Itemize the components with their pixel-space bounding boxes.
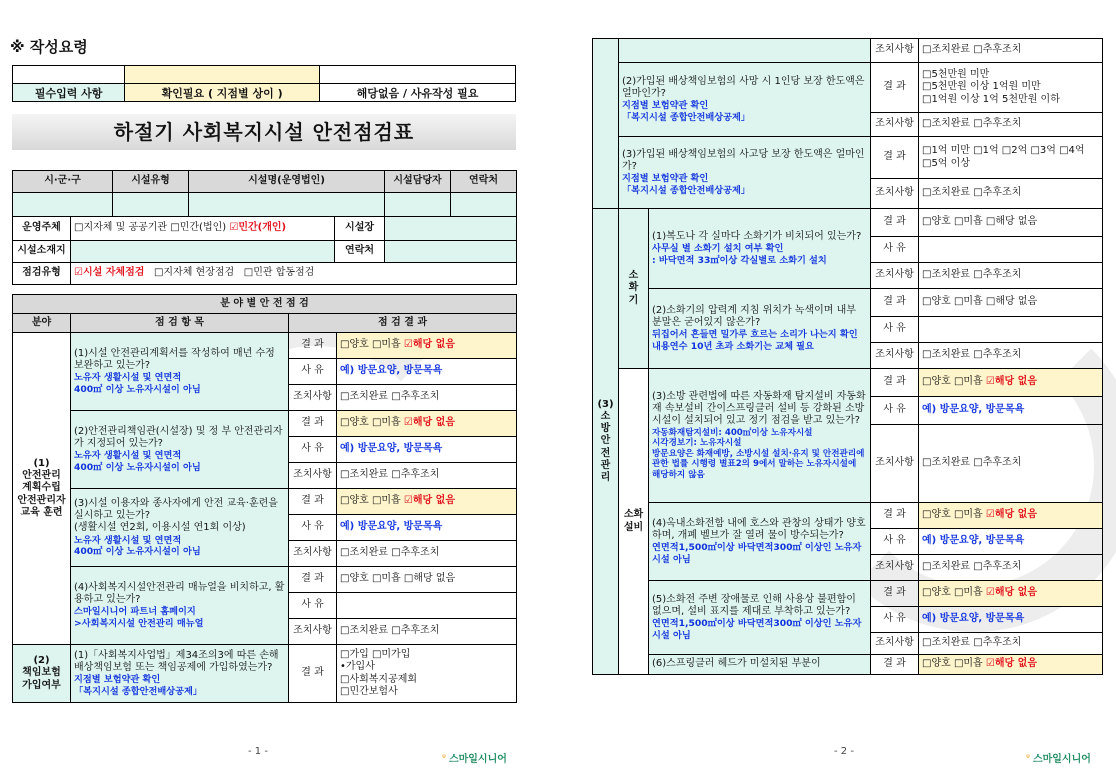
action-label: 조치사항 <box>289 541 337 567</box>
category-2-cont <box>593 39 619 209</box>
result-label: 결 과 <box>289 567 337 593</box>
page-1 <box>0 0 540 775</box>
check-item-3-3 <box>649 369 871 503</box>
operator-opt-corp[interactable]: □민간(법인) <box>170 222 227 234</box>
action-options-1-4[interactable]: □조치완료 □추후조치 <box>337 619 517 645</box>
action-label: 조치사항 <box>871 555 919 581</box>
reason-1-2[interactable]: 예) 방문요양, 방문목욕 <box>337 437 517 463</box>
action-options-1-2[interactable]: □조치완료 □추후조치 <box>337 463 517 489</box>
item-note: 연면적1,500㎡이상 바닥면적300㎡ 이상인 노유자시설 아님 <box>652 542 862 565</box>
reason-label: 사 유 <box>871 237 919 263</box>
reason-3-1[interactable] <box>919 237 1103 263</box>
result-label: 결 과 <box>289 333 337 359</box>
action-options-3-2[interactable]: □조치완료 □추후조치 <box>919 343 1103 369</box>
item-question: (3)소방 관련법에 따른 자동화재 탐지설비 자동화재 속보설비 간이스프링클러 설비 등 강화된 소방시설이 설치되어 있고 정기 점검을 받고 있는가? <box>652 391 866 427</box>
operator-opt-public[interactable]: □지자체 및 공공기관 <box>74 222 168 234</box>
check-item-cont <box>619 39 871 63</box>
result-options-1-2[interactable]: □양호 □미흡 ☑해당 없음 <box>337 411 517 437</box>
input-address[interactable] <box>71 241 335 263</box>
director-label: 시설장 <box>335 217 385 241</box>
result-options-2-2[interactable]: □5천만원 미만 □5천만원 이상 1억원 미만 □1억원 이상 1억 5천만원 이하 <box>919 63 1103 113</box>
col-result: 점 검 결 과 <box>289 314 517 333</box>
type-options[interactable] <box>71 263 517 285</box>
smile-icon: ᐡ <box>442 754 446 765</box>
result-label: 결 과 <box>871 581 919 607</box>
category-2: (2) 책임보험 가입여부 <box>13 645 71 703</box>
category-3: (3) 소 방 안 전 관 리 <box>593 209 619 675</box>
section-title: ※ 작성요령 <box>10 38 88 56</box>
action-label: 조치사항 <box>871 343 919 369</box>
action-label: 조치사항 <box>289 385 337 411</box>
reason-label: 사 유 <box>289 437 337 463</box>
action-label: 조치사항 <box>871 425 919 503</box>
result-options-1-4[interactable]: □양호 □미흡 □해당 없음 <box>337 567 517 593</box>
check-item-1-1 <box>71 333 289 411</box>
check-item-3-5 <box>649 581 871 655</box>
sub-extinguisher: 소 화 기 <box>619 209 649 369</box>
item-question: (2)가입된 배상책임보험의 사망 시 1인당 보장 한도액은 얼마인가? <box>622 76 865 100</box>
result-options-3-3[interactable]: □양호 □미흡 ☑해당 없음 <box>919 369 1103 397</box>
check-item-1-4 <box>71 567 289 645</box>
result-options-2-3[interactable]: □1억 미만 □1억 □2억 □3억 □4억 □5억 이상 <box>919 137 1103 179</box>
brand-logo: ᐡ 스마일시니어 <box>442 754 507 765</box>
input-facility-name[interactable] <box>189 193 385 217</box>
reason-label: 사 유 <box>289 359 337 385</box>
reason-label: 사 유 <box>871 317 919 343</box>
check-item-2-3 <box>619 137 871 209</box>
field-title: 분 야 별 안 전 점 검 <box>13 295 517 314</box>
action-options-3-5[interactable]: □조치완료 □추후조치 <box>919 633 1103 655</box>
legend-required: 필수입력 사항 <box>13 84 125 102</box>
reason-3-3[interactable]: 예) 방문요양, 방문목욕 <box>919 397 1103 425</box>
item-note: 노유자 생활시설 및 연면적 400㎡ 이상 노유자시설이 아님 <box>74 372 201 395</box>
input-contact-2[interactable] <box>385 241 517 263</box>
item-note: 노유자 생활시설 및 연면적 400㎡ 이상 노유자시설이 아님 <box>74 450 201 473</box>
item-question: (4)사회복지시설안전관리 매뉴얼을 비치하고, 활용하고 있는가? <box>74 582 285 606</box>
result-label: 결 과 <box>871 369 919 397</box>
item-note: 연면적1,500㎡이상 바닥면적300㎡ 이상인 노유자시설 아님 <box>652 618 862 641</box>
operator-label: 운영주체 <box>13 217 71 241</box>
reason-label: 사 유 <box>871 607 919 633</box>
action-options-3-1[interactable]: □조치완료 □추후조치 <box>919 263 1103 289</box>
result-options-3-2[interactable]: □양호 □미흡 □해당 없음 <box>919 289 1103 317</box>
result-options-3-6[interactable]: □양호 □미흡 ☑해당 없음 <box>919 655 1103 675</box>
brand-logo: ᐡ 스마일시니어 <box>1026 754 1091 765</box>
item-note: 지점별 보험약관 확인 「복지시설 종합안전배상공제」 <box>622 100 751 123</box>
item-note: 뒤집어서 흔들면 밀가루 흐르는 소리가 나는지 확인 내용연수 10년 초과 소화기는 교체 필요 <box>652 329 858 352</box>
action-label: 조치사항 <box>289 619 337 645</box>
result-label: 결 과 <box>871 209 919 237</box>
operator-options[interactable] <box>71 217 335 241</box>
result-options-3-5[interactable]: □양호 □미흡 ☑해당 없음 <box>919 581 1103 607</box>
action-label: 조치사항 <box>871 39 919 63</box>
reason-3-2[interactable] <box>919 317 1103 343</box>
check-item-3-1 <box>649 209 871 289</box>
type-opt-joint[interactable]: □민관 합동점검 <box>243 267 315 279</box>
reason-label: 사 유 <box>289 515 337 541</box>
item-note: 자동화재탐지설비: 400㎡이상 노유자시설 시각경보기: 노유자시설 방문요양은 화재예방, 소방시설 설치·유지 및 안전관리에 관한 법률 시행령 별표2의 9에서 말하는 노유자시설에 해당하지 않음 <box>652 427 865 480</box>
page-2 <box>578 0 1116 775</box>
result-options-1-3[interactable]: □양호 □미흡 ☑해당 없음 <box>337 489 517 515</box>
result-label: 결 과 <box>871 63 919 113</box>
reason-3-5[interactable]: 예) 방문요양, 방문목욕 <box>919 607 1103 633</box>
check-item-3-4 <box>649 503 871 581</box>
legend-na: 해당없음 / 사유작성 필요 <box>320 84 516 102</box>
result-options-1-1[interactable]: □양호 □미흡 ☑해당 없음 <box>337 333 517 359</box>
action-options-2-3[interactable]: □조치완료 □추후조치 <box>919 179 1103 209</box>
page-number: - 1 - <box>248 746 268 757</box>
reason-label: 사 유 <box>871 529 919 555</box>
result-label: 결 과 <box>871 137 919 179</box>
item-question: (3)가입된 배상책임보험의 사고당 보장 한도액은 얼마인가? <box>622 149 865 173</box>
check-item-1-3 <box>71 489 289 567</box>
action-label: 조치사항 <box>871 263 919 289</box>
action-options-3-4[interactable]: □조치완료 □추후조치 <box>919 555 1103 581</box>
action-options-1-3[interactable]: □조치완료 □추후조치 <box>337 541 517 567</box>
result-options-2-1[interactable]: □가입 □미가입 •가입사 □사회복지공제회 □민간보험사 <box>337 645 517 703</box>
result-label: 결 과 <box>871 503 919 529</box>
page-number: - 2 - <box>834 746 854 757</box>
col-contact: 연락처 <box>451 171 517 193</box>
sub-fire-equipment: 소화 설비 <box>619 369 649 675</box>
result-label: 결 과 <box>289 489 337 515</box>
action-label: 조치사항 <box>871 633 919 655</box>
smile-icon: ᐡ <box>1026 754 1030 765</box>
input-contact[interactable] <box>451 193 517 217</box>
col-manager: 시설담당자 <box>385 171 451 193</box>
reason-1-3[interactable]: 예) 방문요양, 방문목욕 <box>337 515 517 541</box>
check-item-3-2 <box>649 289 871 369</box>
check-item-1-2 <box>71 411 289 489</box>
main-title: 하절기 사회복지시설 안전점검표 <box>12 114 516 150</box>
result-label: 결 과 <box>289 411 337 437</box>
check-item-2-1 <box>71 645 289 703</box>
result-options-3-4[interactable]: □양호 □미흡 ☑해당 없음 <box>919 503 1103 529</box>
action-options-3-3[interactable]: □조치완료 □추후조치 <box>919 425 1103 503</box>
col-sigungu: 시·군·구 <box>13 171 113 193</box>
contact-label: 연락처 <box>335 241 385 263</box>
reason-3-4[interactable]: 예) 방문요양, 방문목욕 <box>919 529 1103 555</box>
item-note: 지점별 보험약관 확인 「복지시설 종합안전배상공제」 <box>74 674 203 697</box>
reason-label: 사 유 <box>871 397 919 425</box>
item-question: (1)시설 안전관리계획서를 작성하여 매년 수정 보완하고 있는가? <box>74 348 275 372</box>
checklist-table-1 <box>12 294 517 703</box>
item-question: (4)옥내소화전함 내에 호스와 관창의 상태가 양호하며, 개폐 벨브가 잘 열려 물이 방수되는가? <box>652 518 866 542</box>
item-question: (1)복도나 각 실마다 소화기가 비치되어 있는가? <box>652 231 862 243</box>
result-label: 결 과 <box>871 289 919 317</box>
result-label: 결 과 <box>289 645 337 703</box>
type-opt-local[interactable]: □지자체 현장점검 <box>153 267 235 279</box>
item-question: (1)「사회복지사업법」제34조의3에 따른 손해배상책임보험 또는 책임공제에 가입하였는가? <box>74 650 279 674</box>
col-facility-type: 시설유형 <box>113 171 189 193</box>
reason-1-1[interactable]: 예) 방문요양, 방문목욕 <box>337 359 517 385</box>
action-options-1-1[interactable]: □조치완료 □추후조치 <box>337 385 517 411</box>
col-items: 점 검 항 목 <box>71 314 289 333</box>
checklist-table-2 <box>592 38 1103 675</box>
type-label: 점검유형 <box>13 263 71 285</box>
item-note: 지점별 보험약관 확인 「복지시설 종합안전배상공제」 <box>622 173 751 196</box>
legend-table <box>12 65 516 102</box>
item-question: (5)소화전 주변 장애물로 인해 사용상 불편함이 없으며, 설비 표지를 제대로 부착하고 있는가? <box>652 594 856 618</box>
item-note: 노유자 생활시설 및 연면적 400㎡ 이상 노유자시설이 아님 <box>74 534 201 557</box>
operator-opt-private[interactable]: ☑민간(개인) <box>229 222 287 234</box>
check-item-3-6 <box>649 655 871 675</box>
check-item-2-2 <box>619 63 871 137</box>
action-options-2-1[interactable]: □조치완료 □추후조치 <box>919 39 1103 63</box>
legend-check: 확인필요 ( 지점별 상이 ) <box>125 84 320 102</box>
item-note: 스마일시니어 파트너 홈페이지 >사회복지시설 안전관리 매뉴얼 <box>74 606 204 629</box>
result-label: 결 과 <box>871 655 919 675</box>
address-label: 시설소재지 <box>13 241 71 263</box>
item-question: (6)스프링클러 헤드가 미설치된 부분이 <box>652 658 821 670</box>
item-question: (3)시설 이용자와 종사자에게 안전 교육·훈련을 실시하고 있는가? (생활시설 연2회, 이용시설 연1회 이상) <box>74 498 278 534</box>
item-question: (2)안전관리책임관(시설장) 및 정 부 안전관리자가 지정되어 있는가? <box>74 426 283 450</box>
input-manager[interactable] <box>385 193 451 217</box>
action-label: 조치사항 <box>871 179 919 209</box>
input-sigungu[interactable] <box>13 193 113 217</box>
reason-label: 사 유 <box>289 593 337 619</box>
category-1: (1) 안전관리 계획수립 안전관리자 교육 훈련 <box>13 333 71 645</box>
reason-1-4[interactable] <box>337 593 517 619</box>
item-question: (2)소화기의 압력계 지침 위치가 녹색이며 내부 분말은 굳어있지 않은가? <box>652 305 856 329</box>
action-label: 조치사항 <box>289 463 337 489</box>
type-opt-self[interactable]: ☑시설 자체점검 <box>74 267 145 279</box>
result-options-3-1[interactable]: □양호 □미흡 □해당 없음 <box>919 209 1103 237</box>
item-note: 사무실 별 소화기 설치 여부 확인 : 바닥면적 33㎡이상 각실별로 소화기 설치 <box>652 243 827 266</box>
col-field: 분야 <box>13 314 71 333</box>
action-label: 조치사항 <box>871 113 919 137</box>
input-facility-type[interactable] <box>113 193 189 217</box>
input-director[interactable] <box>385 217 517 241</box>
col-facility-name: 시설명(운영법인) <box>189 171 385 193</box>
facility-table <box>12 170 517 285</box>
action-options-2-2[interactable]: □조치완료 □추후조치 <box>919 113 1103 137</box>
